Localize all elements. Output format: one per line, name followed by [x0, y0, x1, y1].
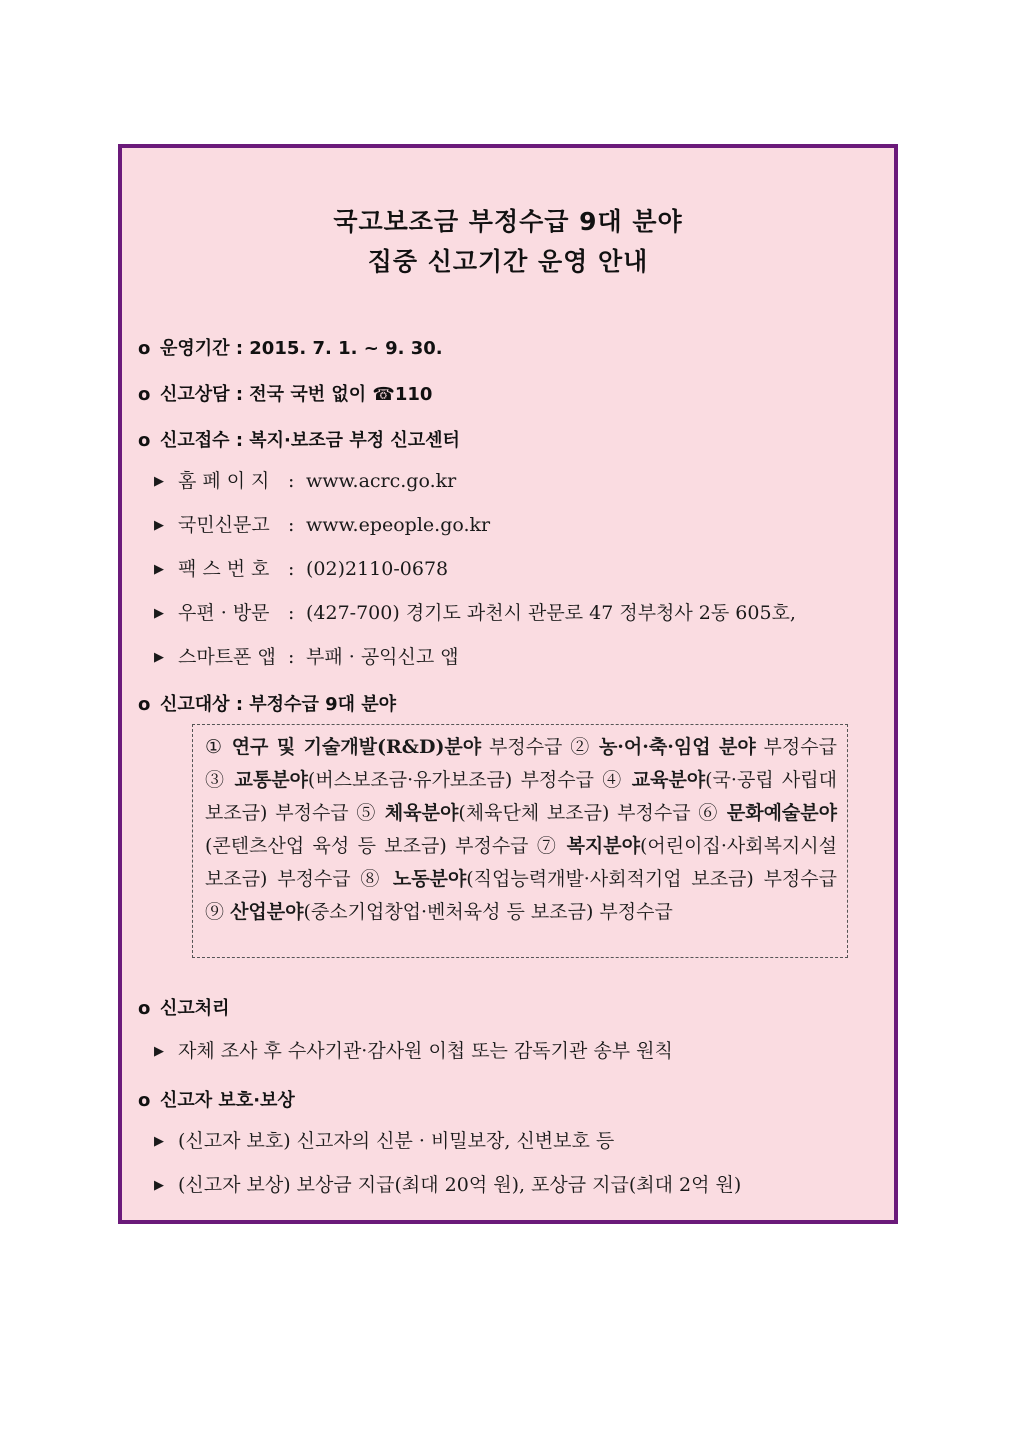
section-process: o 신고처리: [138, 998, 230, 1019]
triangle-bullet-icon: ▶: [154, 518, 164, 533]
protect-item-protection: ▶ (신고자 보호) 신고자의 신분 · 비밀보장, 신변보호 등: [154, 1130, 615, 1152]
area-item: ① 연구 및 기술개발(R&D)분야 부정수급: [205, 736, 563, 758]
process-item: ▶ 자체 조사 후 수사기관·감사원 이첩 또는 감독기관 송부 원칙: [154, 1040, 673, 1062]
target-areas-box: [192, 724, 848, 958]
area-item: ② 농·어·축·임업 분야 부정수급: [570, 736, 837, 758]
triangle-bullet-icon: ▶: [154, 474, 164, 489]
bullet-marker: o: [138, 338, 151, 359]
notice-box: [118, 144, 898, 1224]
section-period: o 운영기간 : 2015. 7. 1. ~ 9. 30.: [138, 338, 443, 359]
intake-item-mail: ▶ 우편 · 방문 : (427-700) 경기도 과천시 관문로 47 정부청사 2동 605호,: [154, 602, 796, 624]
triangle-bullet-icon: ▶: [154, 562, 164, 577]
title-line-2: 집중 신고기간 운영 안내: [367, 247, 649, 276]
area-item: ④ 교육분야(국·공립 사립대 보조금) 부정수급: [205, 769, 837, 824]
triangle-bullet-icon: ▶: [154, 1134, 164, 1149]
area-item: ⑨ 산업분야(중소기업창업·벤처육성 등 보조금) 부정수급: [205, 901, 673, 923]
protect-item-reward: ▶ (신고자 보상) 보상금 지급(최대 20억 원), 포상금 지급(최대 2억 원): [154, 1174, 742, 1196]
intake-item-app: ▶ 스마트폰 앱 : 부패 · 공익신고 앱: [154, 646, 459, 668]
area-item: ⑦ 복지분야(어린이집·사회복지시설 보조금) 부정수급: [205, 835, 837, 890]
title-line-1: 국고보조금 부정수급 9대 분야: [333, 207, 683, 236]
area-item: ⑧ 노동분야(직업능력개발·사회적기업 보조금) 부정수급: [360, 868, 837, 890]
section-protect: o 신고자 보호·보상: [138, 1090, 295, 1111]
intake-item-homepage: ▶ 홈페이지 : www.acrc.go.kr: [154, 470, 457, 492]
intake-item-epeople: ▶ 국민신문고 : www.epeople.go.kr: [154, 514, 491, 536]
area-item: ③ 교통분야(버스보조금·유가보조금) 부정수급: [205, 769, 594, 791]
section-consult: o 신고상담 : 전국 국번 없이 ☎110: [138, 384, 433, 405]
bullet-marker: o: [138, 384, 151, 405]
bullet-marker: o: [138, 1090, 151, 1111]
bullet-marker: o: [138, 694, 151, 715]
intake-item-fax: ▶ 팩스번호 : (02)2110-0678: [154, 558, 449, 580]
link-epeople[interactable]: www.epeople.go.kr: [306, 514, 491, 536]
bullet-marker: o: [138, 430, 151, 451]
triangle-bullet-icon: ▶: [154, 1178, 164, 1193]
section-target: o 신고대상 : 부정수급 9대 분야: [138, 694, 397, 715]
bullet-marker: o: [138, 998, 151, 1019]
link-homepage[interactable]: www.acrc.go.kr: [306, 470, 457, 492]
triangle-bullet-icon: ▶: [154, 1044, 164, 1059]
area-item: ⑥ 문화예술분야(콘텐츠산업 육성 등 보조금) 부정수급: [205, 802, 837, 857]
triangle-bullet-icon: ▶: [154, 606, 164, 621]
triangle-bullet-icon: ▶: [154, 650, 164, 665]
section-intake: o 신고접수 : 복지·보조금 부정 신고센터: [138, 430, 460, 451]
area-item: ⑤ 체육분야(체육단체 보조금) 부정수급: [356, 802, 691, 824]
